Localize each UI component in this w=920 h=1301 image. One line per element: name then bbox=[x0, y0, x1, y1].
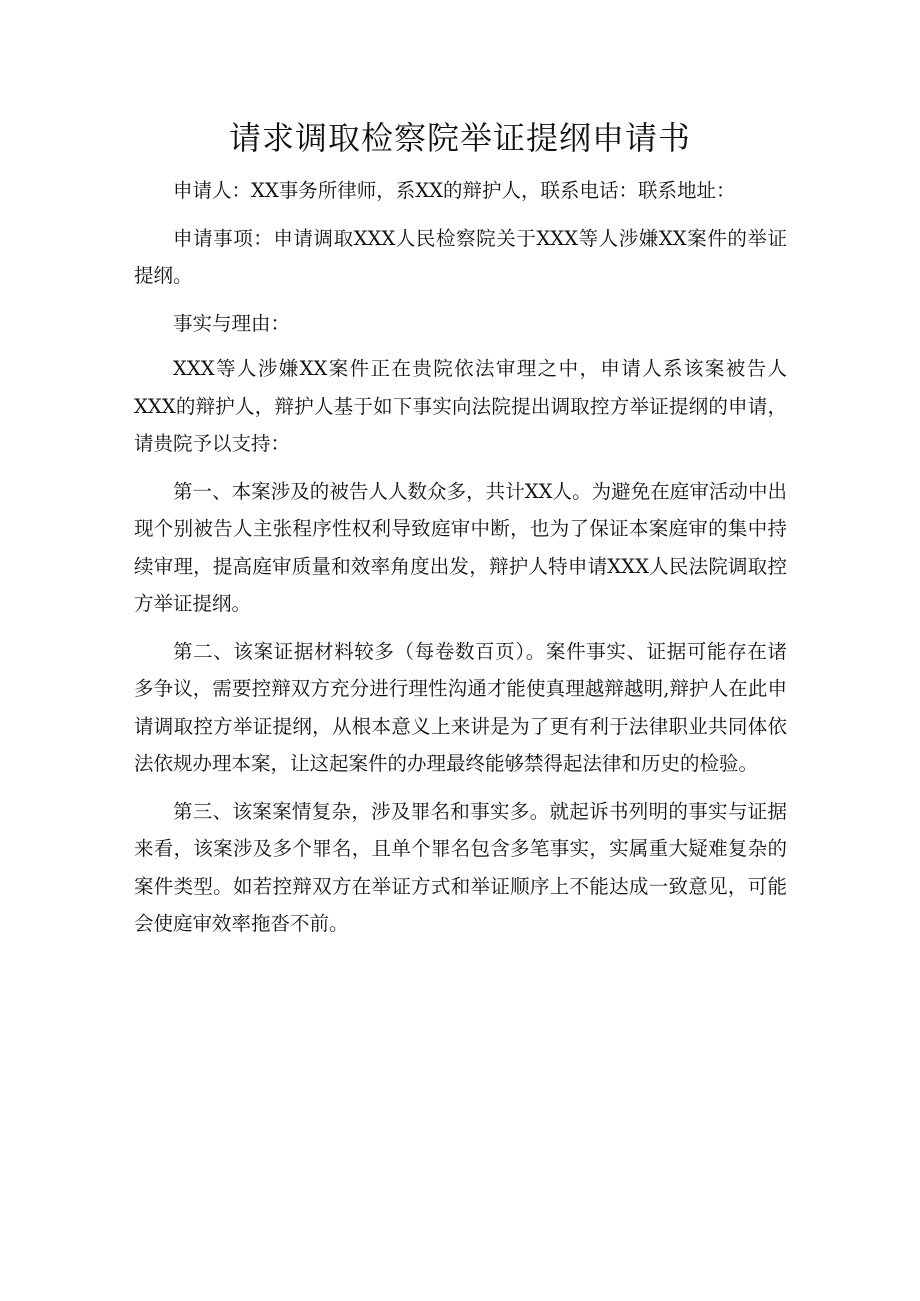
document-title: 请求调取检察院举证提纲申请书 bbox=[228, 119, 691, 157]
request-item-paragraph: 申请事项：申请调取XXX人民检察院关于XXX等人涉嫌XX案件的举证提纲。 bbox=[134, 226, 787, 287]
reason-two-paragraph: 第二、该案证据材料较多（每卷数百页）。案件事实、证据可能存在诸多争议，需要控辩双方充分进行理性沟通才能使真理越辩越明,辩护人在此申请调取控方举证提纲，从根本意义上来讲是为了更有利于法律职业共同体依法依规办理本案，让这起案件的办理最终能够禁得起法律和历史的检验。 bbox=[134, 639, 787, 775]
applicant-paragraph: 申请人：XX事务所律师，系XX的辩护人，联系电话：联系地址： bbox=[173, 179, 736, 202]
reason-one-paragraph: 第一、本案涉及的被告人人数众多，共计XX人。为避免在庭审活动中出现个别被告人主张程序性权利导致庭审中断，也为了保证本案庭审的集中持续审理，提高庭审质量和效率角度出发，辩护人特申请XXX人民法院调取控方举证提纲。 bbox=[134, 479, 787, 615]
intro-paragraph: XXX等人涉嫌XX案件正在贵院依法审理之中，申请人系该案被告人XXX的辩护人，辩护人基于如下事实向法院提出调取控方举证提纲的申请，请贵院予以支持： bbox=[134, 357, 787, 455]
reason-three-paragraph: 第三、该案案情复杂，涉及罪名和事实多。就起诉书列明的事实与证据来看，该案涉及多个罪名，且单个罪名包含多笔事实，实属重大疑难复杂的案件类型。如若控辩双方在举证方式和举证顺序上不能达成一致意见，可能会使庭审效率拖沓不前。 bbox=[134, 799, 787, 935]
document-body bbox=[134, 172, 787, 953]
facts-reasons-heading: 事实与理由： bbox=[173, 311, 291, 335]
